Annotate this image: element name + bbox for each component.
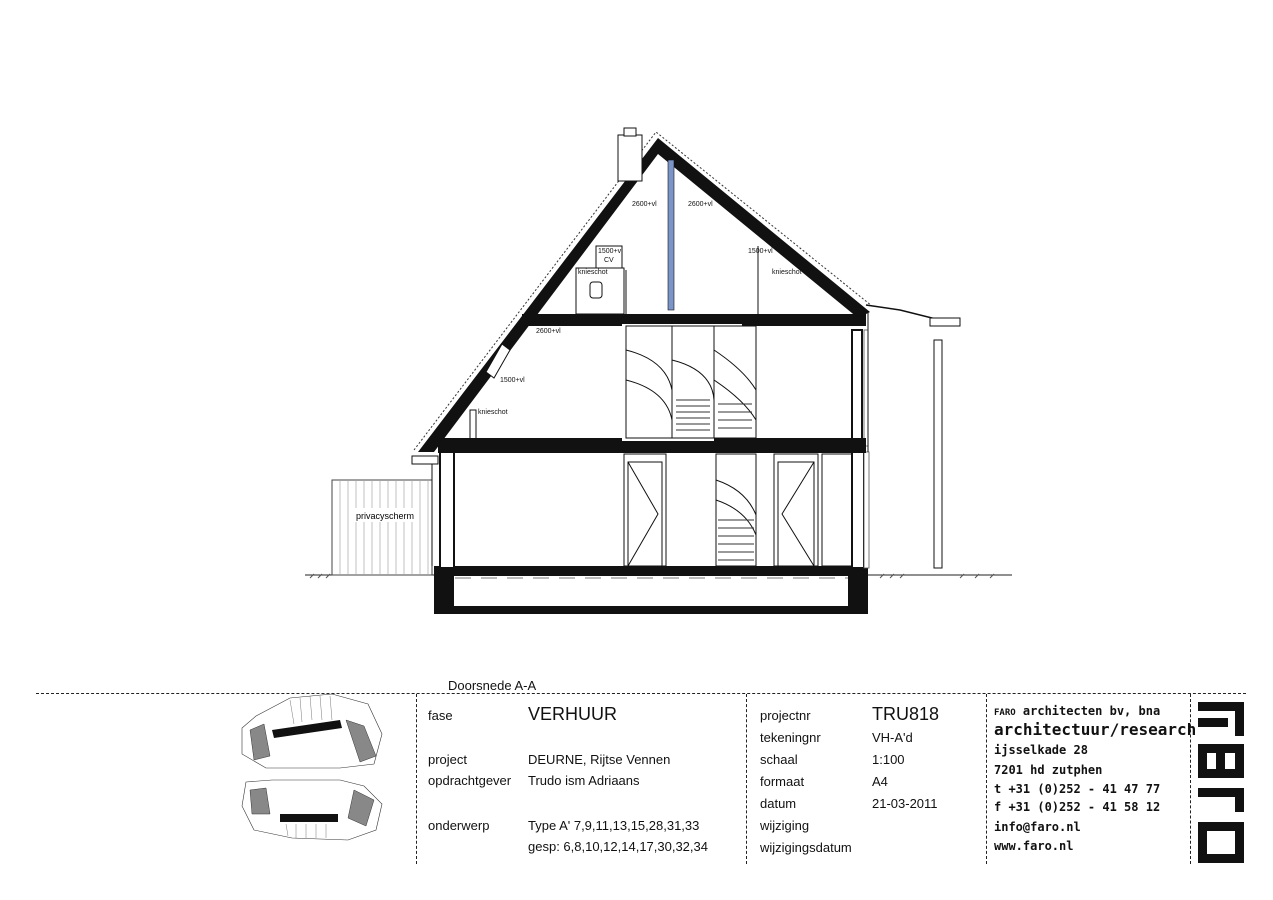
titleblock-divider bbox=[746, 694, 747, 864]
tekeningnr-value: VH-A'd bbox=[872, 730, 913, 745]
privacy-label: privacyscherm bbox=[355, 511, 415, 521]
firm-fax: f +31 (0)252 - 41 58 12 bbox=[994, 800, 1161, 814]
roof bbox=[412, 128, 960, 568]
firm-street: ijsselkade 28 bbox=[994, 743, 1088, 757]
projectnr-value: TRU818 bbox=[872, 704, 940, 724]
drawing-caption: Doorsnede A-A bbox=[448, 678, 537, 693]
formaat-label: formaat bbox=[760, 774, 805, 789]
dim-label: 2600+vl bbox=[632, 201, 657, 208]
dim-label: 1500+vl bbox=[748, 248, 773, 255]
knieschot-label: knieschot bbox=[772, 269, 802, 276]
subject-label: onderwerp bbox=[428, 818, 490, 833]
client-value: Trudo ism Adriaans bbox=[528, 773, 640, 788]
dim-label: 2600+vl bbox=[688, 201, 713, 208]
privacy-screen bbox=[332, 480, 432, 575]
project-value: DEURNE, Rijtse Vennen bbox=[528, 752, 671, 767]
project-label: project bbox=[428, 752, 468, 767]
dim-label: 1500+vl bbox=[598, 248, 623, 255]
fase-label: fase bbox=[428, 708, 453, 723]
firm-tagline: architectuur/research bbox=[994, 720, 1197, 739]
titleblock-divider bbox=[416, 694, 417, 864]
schaal-value: 1:100 bbox=[872, 752, 905, 767]
cv-label: CV bbox=[604, 257, 614, 264]
fase-value: VERHUUR bbox=[528, 704, 618, 724]
key-plan bbox=[236, 690, 388, 848]
wijziging-label: wijziging bbox=[760, 818, 810, 833]
firm-phone: t +31 (0)252 - 41 47 77 bbox=[994, 782, 1161, 796]
datum-value: 21-03-2011 bbox=[872, 796, 938, 811]
datum-label: datum bbox=[760, 796, 797, 811]
firm-email: info@faro.nl bbox=[994, 820, 1081, 834]
projectnr-label: projectnr bbox=[760, 708, 811, 723]
doors bbox=[624, 454, 852, 566]
knieschot-label: knieschot bbox=[478, 409, 508, 416]
titleblock-top-border bbox=[36, 693, 1246, 694]
subject-value-2: gesp: 6,8,10,12,14,17,30,32,34 bbox=[528, 839, 708, 854]
titleblock-divider bbox=[986, 694, 987, 864]
dim-label: 2600+vl bbox=[536, 328, 561, 335]
wijzigingsdatum-label: wijzigingsdatum bbox=[760, 840, 852, 855]
foundation bbox=[434, 566, 868, 614]
dim-label: 1500+vl bbox=[500, 377, 525, 384]
knieschot-label: knieschot bbox=[578, 269, 608, 276]
firm-web: www.faro.nl bbox=[994, 839, 1074, 853]
client-label: opdrachtgever bbox=[428, 773, 512, 788]
firm-name: FARO architecten bv, bna bbox=[994, 704, 1161, 718]
schaal-label: schaal bbox=[760, 752, 798, 767]
formaat-value: A4 bbox=[872, 774, 888, 789]
subject-value: Type A' 7,9,11,13,15,28,31,33 bbox=[528, 818, 700, 833]
faro-logo bbox=[1196, 700, 1246, 866]
tekeningnr-label: tekeningnr bbox=[760, 730, 821, 745]
firm-city: 7201 hd zutphen bbox=[994, 763, 1103, 777]
